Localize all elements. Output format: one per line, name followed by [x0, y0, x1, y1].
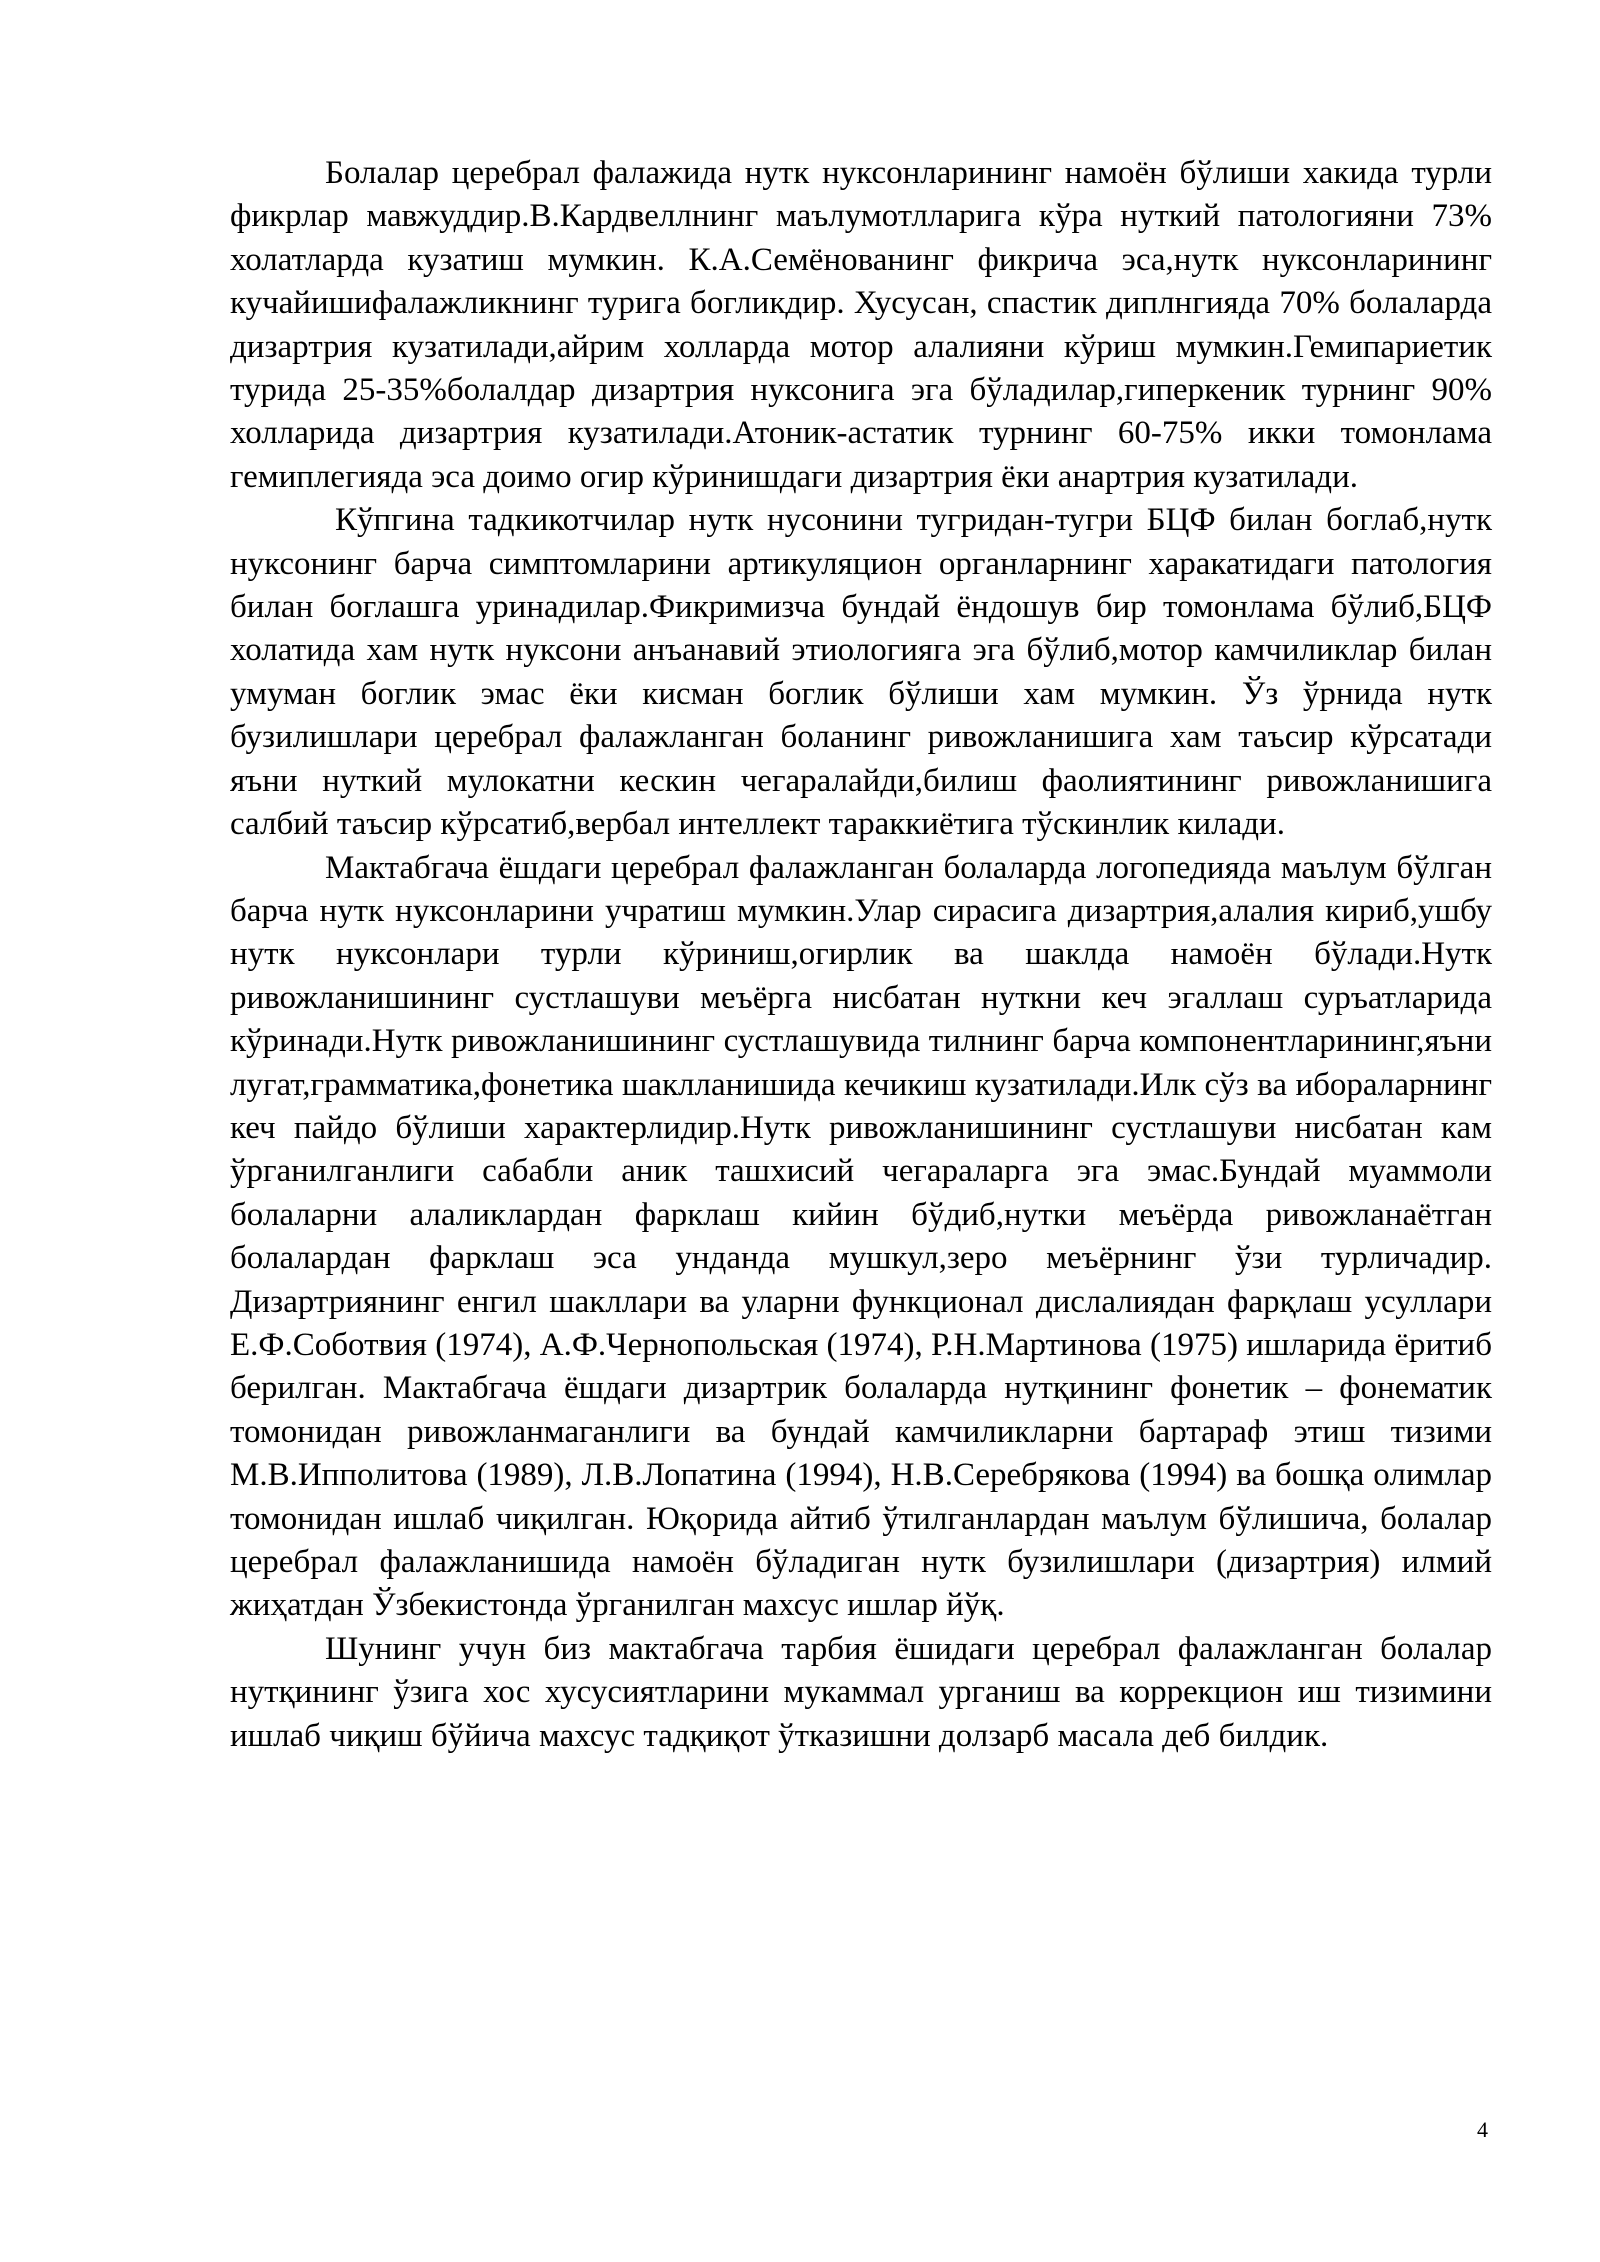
page-number: 4 [1477, 2117, 1488, 2142]
paragraph-cp-speech-disorders: Болалар церебрал фалажида нутк нуксонларининг намоён бўлиши хакида турли фикрлар мавжуддир.В.Кардвеллнинг маълумотлларига кўра нуткий патологияни 73% холатларда кузатиш мумкин. К.А.Семёнованинг фикрича эса,нутк нуксонларининг кучайишифалажликнинг турига богликдир. Хусусан, спастик диплнгияда 70% болаларда дизартрия кузатилади,айрим холларда мотор алалияни кўриш мумкин.Гемипариетик турида 25-35%болалдар дизартрия нуксонига эга бўладилар,гиперкеник турнинг 90% холларида дизартрия кузатилади.Атоник-астатик турнинг 60-75% икки томонлама гемиплегияда эса доимо огир кўринишдаги дизартрия ёки анартрия кузатилади. [230, 155, 1492, 495]
paragraph-preschool-children: Мактабгача ёшдаги церебрал фалажланган болаларда логопедияда маълум бўлган барча нутк нуксонларини учратиш мумкин.Улар сирасига дизартрия,алалия кириб,ушбу нутк нуксонлари турли кўриниш,огирлик ва шаклда намоён бўлади.Нутк ривожланишининг сустлашуви меъёрга нисбатан нуткни кеч эгаллаш суръатларида кўринади.Нутк ривожланишининг сустлашувида тилнинг барча компонентларининг,яъни лугат,грамматика,фонетика шаклланишида кечикиш кузатилади.Илк сўз ва ибораларнинг кеч пайдо бўлиши характерлидир.Нутк ривожланишининг сустлашуви нисбатан кам ўрганилганлиги сабабли аник ташхисий чегараларга эга эмас.Бундай муаммоли болаларни алаликлардан фарклаш кийин бўдиб,нутки меъёрда ривожланаётган болалардан фарклаш эса унданда мушкул,зеро меъёрнинг ўзи турличадир. Дизартриянинг енгил шакллари ва уларни функционал дислалиядан фарқлаш усуллари Е.Ф.Соботвия (1974), А.Ф.Чернопольская (1974), Р.Н.Мартинова (1975) ишларида ёритиб берилган. Мактабгача ёшдаги дизартрик болаларда нутқининг фонетик – фонематик томонидан ривожланмаганлиги ва бундай камчиликларни бартараф этиш тизими М.В.Ипполитова (1989), Л.В.Лопатина (1994), Н.В.Серебрякова (1994) ва бошқа олимлар томонидан ишлаб чиқилган. Юқорида айтиб ўтилганлардан маълум бўлишича, болалар церебрал фалажланишида намоён бўладиган нутк бузилишлари (дизартрия) илмий жиҳатдан Ўзбекистонда ўрганилган махсус ишлар йўқ. [230, 849, 1492, 1624]
paragraph-research-goal: Шунинг учун биз мактабгача тарбия ёшидаги церебрал фалажланган болалар нутқининг ўзига хос хусусиятларини мукаммал урганиш ва коррекцион иш тизимини ишлаб чиқиш бўйича махсус тадқиқот ўтказишни долзарб масала деб билдик. [230, 1630, 1492, 1754]
paragraph-researchers-view: Кўпгина тадкикотчилар нутк нусонини тугридан-тугри БЦФ билан боглаб,нутк нуксонинг барча симптомларини артикуляцион органларнинг харакатидаги патология билан боглашга уринадилар.Фикримизча бундай ёндошув бир томонлама бўлиб,БЦФ холатида хам нутк нуксони анъанавий этиологияга эга бўлиб,мотор камчиликлар билан умуман боглик эмас ёки кисман боглик бўлиши хам мумкин. Ўз ўрнида нутк бузилишлари церебрал фалажланган боланинг ривожланишига хам таъсир кўрсатади яъни нуткий мулокатни кескин чегаралайди,билиш фаолиятининг ривожланишига салбий таъсир кўрсатиб,вербал интеллект тараккиётига тўскинлик килади. [230, 502, 1492, 843]
body-text [230, 152, 1492, 1758]
